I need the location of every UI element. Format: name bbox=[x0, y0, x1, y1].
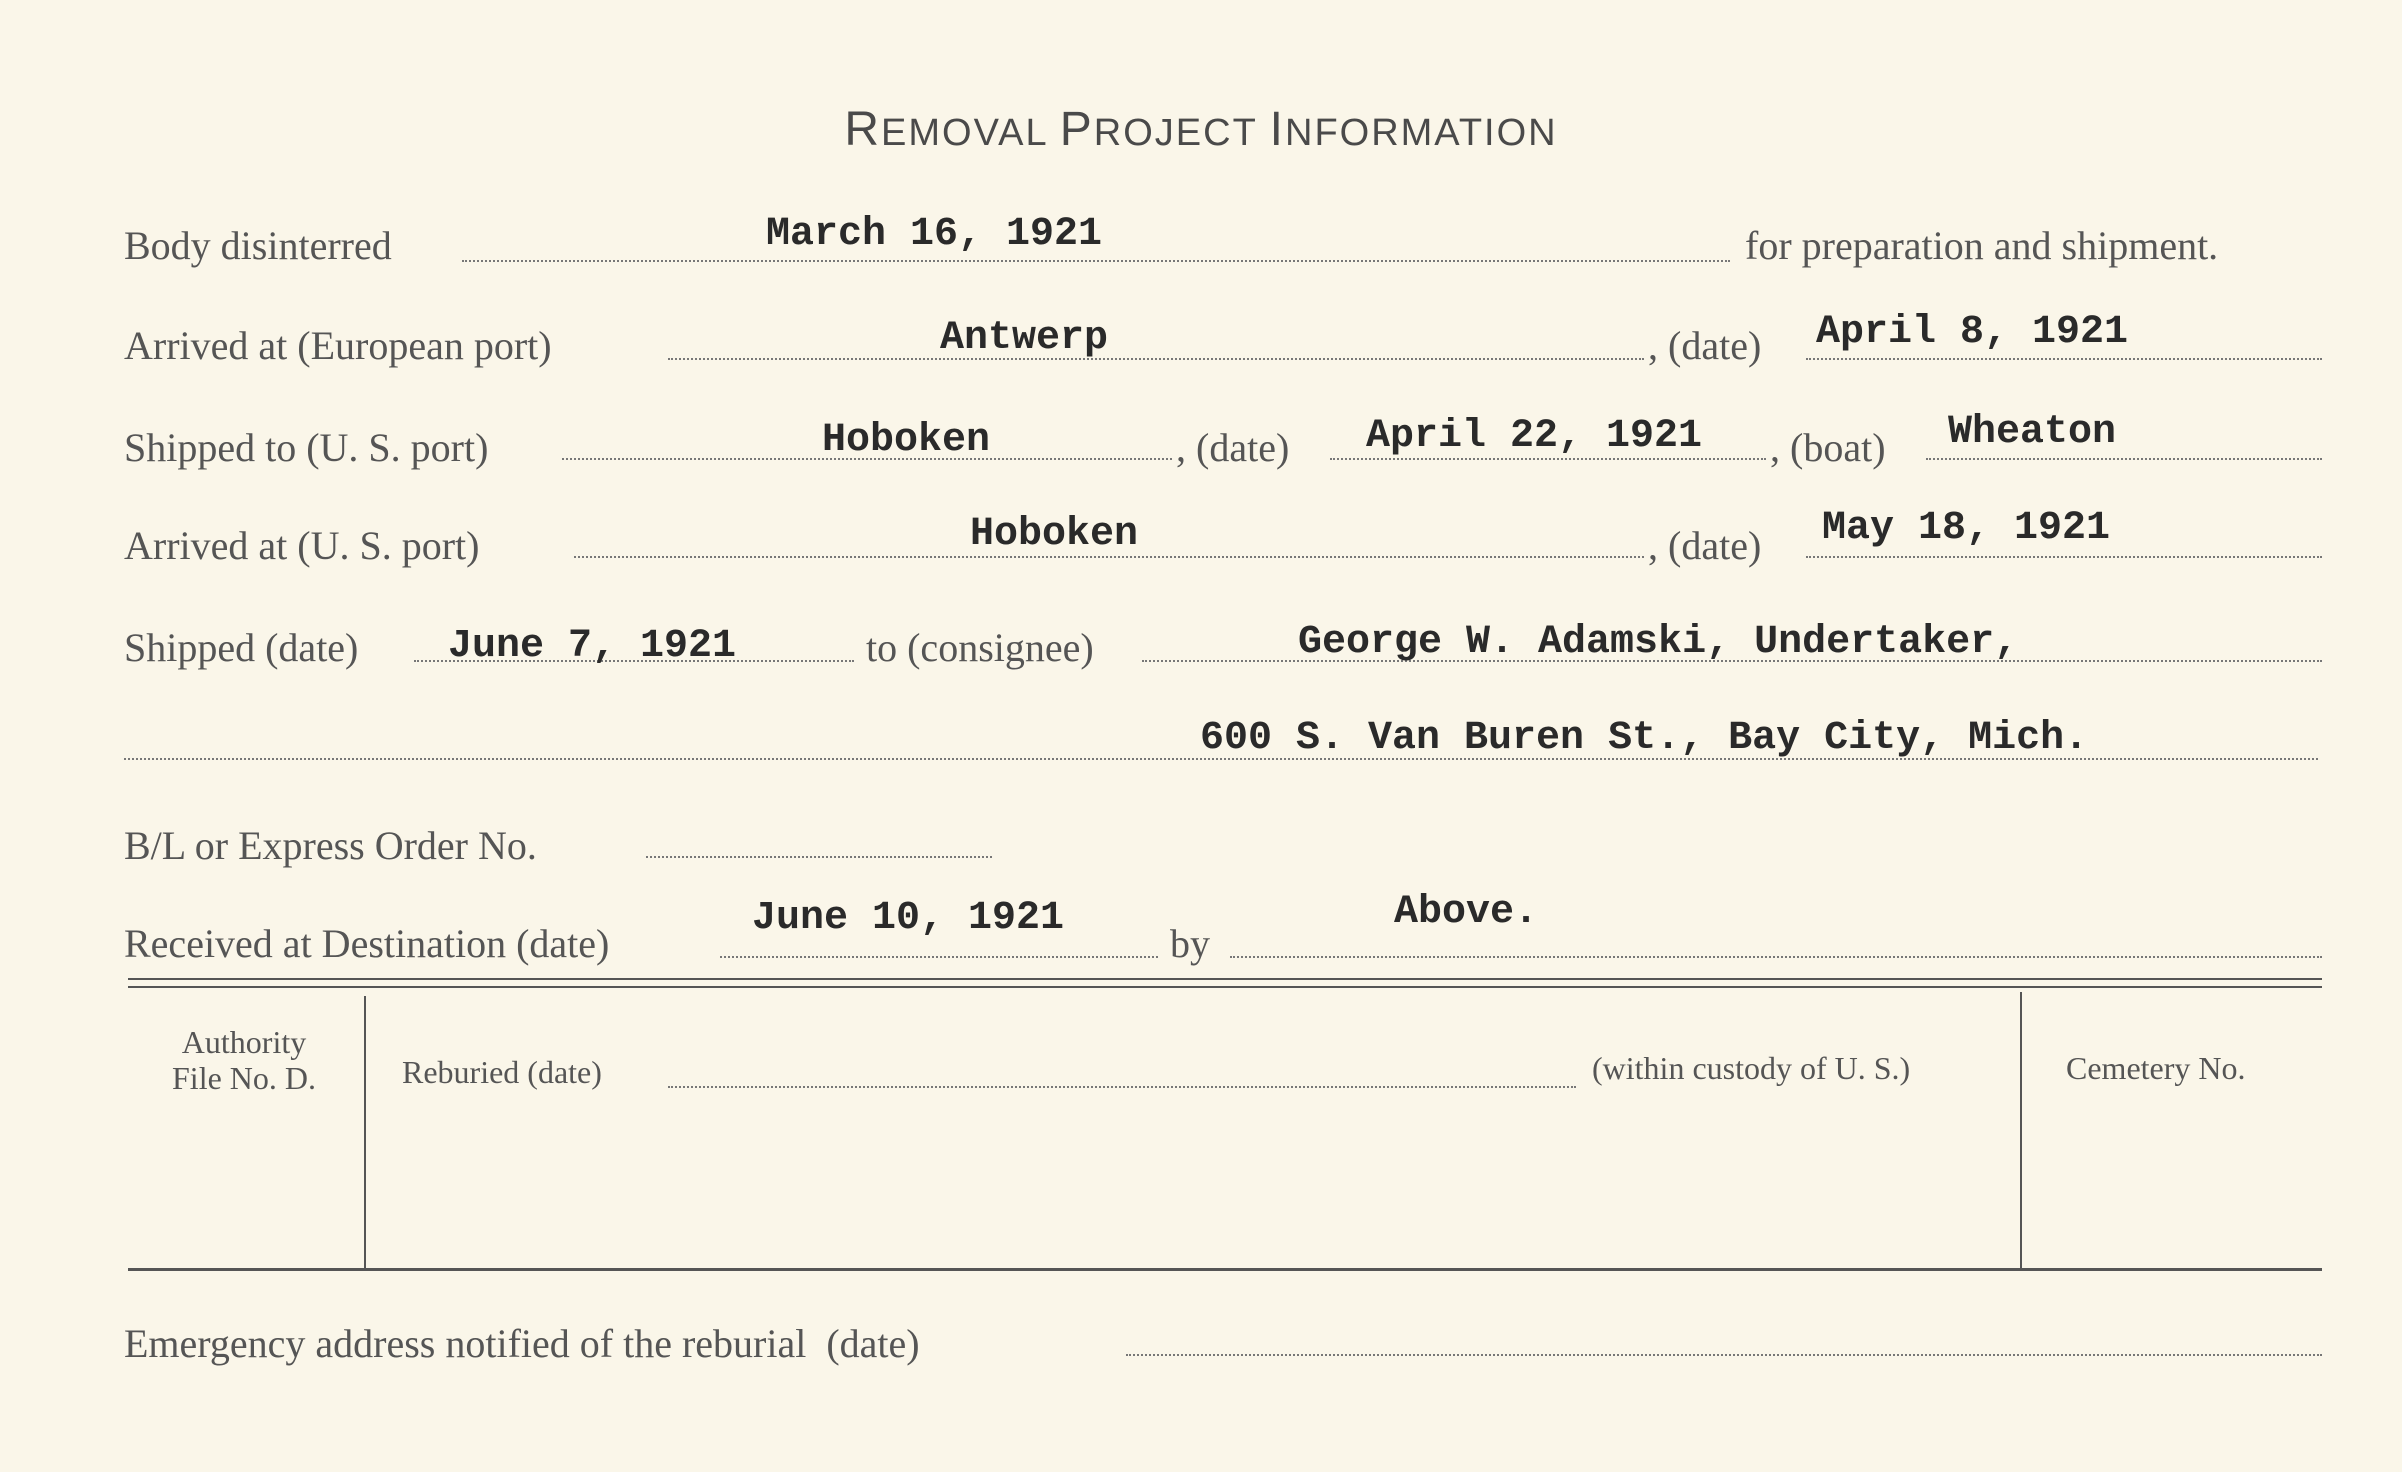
european-port-date-line bbox=[1806, 358, 2322, 360]
shipped-date-label: Shipped (date) bbox=[124, 625, 359, 670]
us-port-arrived-label: Arrived at (U. S. port) bbox=[124, 523, 480, 568]
received-by-line bbox=[1230, 956, 2322, 958]
bl-express-order-label: B/L or Express Order No. bbox=[124, 823, 537, 868]
box-top-rule-2 bbox=[128, 986, 2322, 988]
boat-label: , (boat) bbox=[1770, 425, 1886, 470]
title-word-removal: EMOVAL bbox=[881, 112, 1060, 154]
us-port-arrived-date-label: , (date) bbox=[1648, 523, 1762, 568]
form-title bbox=[0, 102, 2402, 157]
us-port-shipped-label: Shipped to (U. S. port) bbox=[124, 425, 489, 470]
european-port-label: Arrived at (European port) bbox=[124, 323, 552, 368]
boat-value: Wheaton bbox=[1948, 410, 2117, 455]
reburied-date-line bbox=[668, 1086, 1576, 1088]
emergency-address-line bbox=[1126, 1354, 2322, 1356]
european-port-value: Antwerp bbox=[940, 316, 1109, 361]
title-letter-p: P bbox=[1059, 103, 1094, 156]
file-no-label: File No. D. bbox=[172, 1060, 316, 1096]
body-disinterred-label: Body disinterred bbox=[124, 223, 392, 268]
us-port-arrived-value: Hoboken bbox=[970, 512, 1139, 557]
us-port-shipped-date-value: April 22, 1921 bbox=[1366, 414, 1703, 459]
us-port-shipped-value: Hoboken bbox=[822, 418, 991, 463]
body-disinterred-value: March 16, 1921 bbox=[766, 212, 1103, 257]
received-destination-value: June 10, 1921 bbox=[752, 896, 1065, 941]
consignee-label: to (consignee) bbox=[866, 625, 1094, 670]
consignee-name: George W. Adamski, Undertaker, bbox=[1298, 620, 2019, 665]
box-bottom-rule bbox=[128, 1268, 2322, 1271]
custody-label: (within custody of U. S.) bbox=[1592, 1050, 1911, 1086]
received-destination-label: Received at Destination (date) bbox=[124, 921, 610, 966]
body-disinterred-suffix: for preparation and shipment. bbox=[1745, 223, 2219, 268]
title-letter-r: R bbox=[844, 103, 882, 156]
body-disinterred-line bbox=[462, 260, 1730, 262]
cemetery-no-label: Cemetery No. bbox=[2066, 1050, 2246, 1086]
reburied-date-label: Reburied (date) bbox=[402, 1054, 602, 1090]
received-destination-line bbox=[720, 956, 1158, 958]
emergency-address-label: Emergency address notified of the reburial (date) bbox=[124, 1321, 920, 1366]
us-port-arrived-date-line bbox=[1806, 556, 2322, 558]
bl-express-order-line bbox=[646, 856, 992, 858]
received-by-label: by bbox=[1170, 921, 1210, 966]
authority-file-label bbox=[128, 1024, 360, 1096]
boat-line bbox=[1926, 458, 2322, 460]
consignee-address: 600 S. Van Buren St., Bay City, Mich. bbox=[1200, 716, 2089, 761]
european-port-date-value: April 8, 1921 bbox=[1816, 310, 2129, 355]
title-word-information: NFORMATION bbox=[1285, 112, 1558, 154]
us-port-arrived-date-value: May 18, 1921 bbox=[1822, 506, 2111, 551]
box-divider-left bbox=[364, 996, 366, 1268]
received-by-value: Above. bbox=[1394, 890, 1539, 935]
european-port-line bbox=[668, 358, 1644, 360]
us-port-shipped-date-label: , (date) bbox=[1176, 425, 1290, 470]
title-word-project: ROJECT bbox=[1093, 112, 1270, 154]
box-divider-right bbox=[2020, 992, 2022, 1268]
title-letter-i: I bbox=[1269, 103, 1285, 156]
authority-label: Authority bbox=[181, 1024, 307, 1060]
shipped-date-value: June 7, 1921 bbox=[448, 624, 737, 669]
european-port-date-label: , (date) bbox=[1648, 323, 1762, 368]
box-top-rule-1 bbox=[128, 978, 2322, 980]
